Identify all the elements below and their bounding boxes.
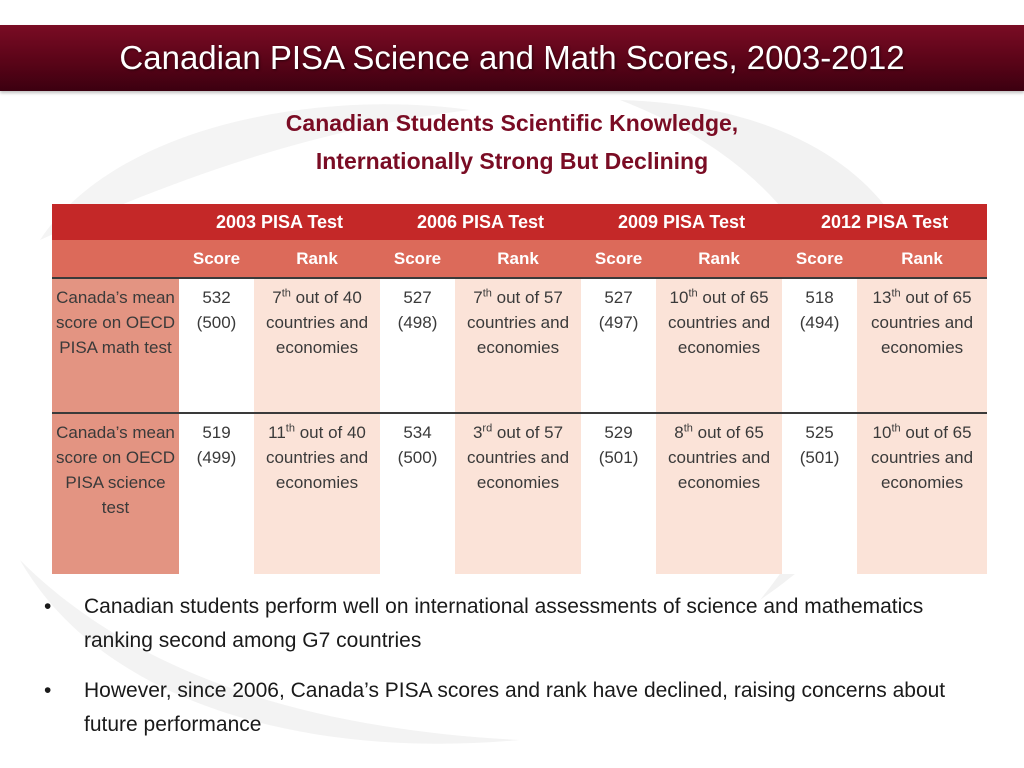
subheader-blank-cell	[52, 240, 179, 278]
subheader-rank: Rank	[857, 240, 987, 278]
score-cell	[380, 413, 455, 574]
table-header-subcolumns	[52, 240, 987, 278]
rank-description: out of 40 countries and economies	[265, 288, 369, 357]
oecd-average: (501)	[598, 448, 639, 467]
bullet-text: However, since 2006, Canada’s PISA scores and rank have declined, raising concerns about future performance	[84, 679, 946, 736]
oecd-average: (497)	[598, 313, 639, 332]
score-cell	[782, 278, 857, 413]
bullet-item	[40, 674, 990, 742]
row-label-science: Canada’s mean score on OECD PISA science test	[52, 413, 179, 574]
rank-number: 10	[872, 423, 892, 442]
score-cell	[179, 413, 254, 574]
bullet-list	[40, 590, 990, 758]
score-cell	[581, 413, 656, 574]
rank-number: 8	[674, 423, 684, 442]
rank-number: 11	[268, 423, 286, 442]
oecd-average: (494)	[799, 313, 840, 332]
score-value: 529	[604, 423, 633, 442]
score-cell	[581, 278, 656, 413]
rank-cell	[857, 278, 987, 413]
subheader-score: Score	[782, 240, 857, 278]
header-blank-cell	[52, 204, 179, 240]
rank-number: 7	[272, 288, 282, 307]
table-header-years	[52, 204, 987, 240]
rank-number: 7	[473, 288, 483, 307]
rank-ordinal-suffix: th	[891, 287, 901, 300]
table-row-math	[52, 278, 987, 413]
table-row-science	[52, 413, 987, 574]
rank-ordinal-suffix: th	[482, 287, 492, 300]
rank-cell	[455, 278, 581, 413]
rank-ordinal-suffix: rd	[482, 422, 493, 435]
rank-ordinal-suffix: th	[683, 422, 693, 435]
rank-cell	[656, 413, 782, 574]
rank-ordinal-suffix: th	[285, 422, 295, 435]
score-value: 527	[604, 288, 633, 307]
rank-description: out of 40 countries and economies	[265, 423, 369, 492]
title-bar	[0, 25, 1024, 91]
subheader-score: Score	[581, 240, 656, 278]
subheader-score: Score	[179, 240, 254, 278]
oecd-average: (501)	[799, 448, 840, 467]
score-cell	[782, 413, 857, 574]
rank-description: out of 65 countries and economies	[668, 288, 771, 357]
rank-number: 10	[669, 288, 689, 307]
score-value: 534	[403, 423, 432, 442]
rank-cell	[857, 413, 987, 574]
rank-cell	[455, 413, 581, 574]
bullet-dot-icon: •	[44, 679, 52, 702]
row-label-math: Canada’s mean score on OECD PISA math test	[52, 278, 179, 413]
bullet-text: Canadian students perform well on international assessments of science and mathematics ranking second among G7 countries	[84, 595, 924, 652]
score-value: 532	[202, 288, 231, 307]
slide-subtitle	[0, 104, 1024, 180]
oecd-average: (499)	[196, 448, 237, 467]
rank-cell	[254, 278, 380, 413]
subtitle-line-1: Canadian Students Scientific Knowledge,	[285, 110, 739, 136]
bullet-dot-icon: •	[44, 595, 52, 618]
rank-description: out of 57 countries and economies	[466, 423, 570, 492]
rank-ordinal-suffix: th	[688, 287, 698, 300]
oecd-average: (500)	[397, 448, 438, 467]
slide-title: Canadian PISA Science and Math Scores, 2003-2012	[119, 39, 905, 76]
oecd-average: (498)	[397, 313, 438, 332]
subtitle-line-2: Internationally Strong But Declining	[315, 148, 709, 174]
subheader-rank: Rank	[455, 240, 581, 278]
score-cell	[380, 278, 455, 413]
pisa-scores-table	[52, 204, 987, 574]
bullet-item	[40, 590, 990, 658]
subheader-rank: Rank	[254, 240, 380, 278]
oecd-average: (500)	[196, 313, 237, 332]
score-cell	[179, 278, 254, 413]
score-value: 527	[403, 288, 432, 307]
header-year-2006: 2006 PISA Test	[380, 204, 581, 240]
rank-description: out of 65 countries and economies	[871, 288, 974, 357]
score-value: 525	[805, 423, 834, 442]
rank-description: out of 65 countries and economies	[668, 423, 771, 492]
header-year-2009: 2009 PISA Test	[581, 204, 782, 240]
rank-number: 13	[872, 288, 892, 307]
subheader-score: Score	[380, 240, 455, 278]
header-year-2003: 2003 PISA Test	[179, 204, 380, 240]
rank-cell	[656, 278, 782, 413]
score-value: 519	[202, 423, 231, 442]
subheader-rank: Rank	[656, 240, 782, 278]
rank-description: out of 57 countries and economies	[466, 288, 570, 357]
rank-cell	[254, 413, 380, 574]
score-value: 518	[805, 288, 834, 307]
header-year-2012: 2012 PISA Test	[782, 204, 987, 240]
rank-number: 3	[472, 423, 483, 442]
rank-description: out of 65 countries and economies	[871, 423, 974, 492]
rank-ordinal-suffix: th	[891, 422, 901, 435]
rank-ordinal-suffix: th	[281, 287, 291, 300]
